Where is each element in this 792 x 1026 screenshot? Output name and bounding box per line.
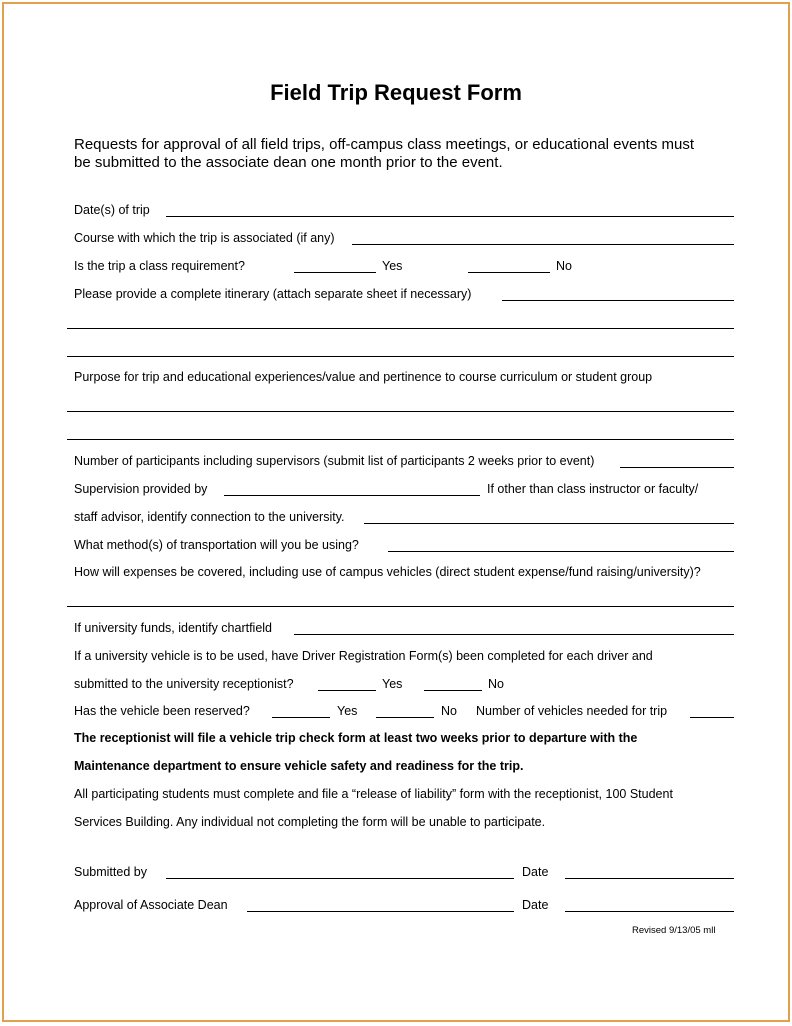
dates-label: Date(s) of trip	[74, 203, 150, 217]
class-req-yes-field[interactable]	[294, 272, 376, 273]
expenses-label: How will expenses be covered, including use of campus vehicles (direct student expense/fund raising/university)?	[74, 565, 701, 579]
purpose-line-1[interactable]	[67, 411, 734, 412]
vehicle-no-label: No	[488, 677, 504, 691]
chartfield-label: If university funds, identify chartfield	[74, 621, 273, 635]
participants-label: Number of participants including supervisors (submit list of participants 2 weeks prior to event)	[74, 454, 595, 468]
vehicle-no-field[interactable]	[424, 690, 482, 691]
chartfield-field[interactable]	[294, 634, 734, 635]
expenses-field[interactable]	[67, 606, 734, 607]
submitted-date-field[interactable]	[565, 878, 734, 879]
approval-field[interactable]	[247, 911, 514, 912]
approval-label: Approval of Associate Dean	[74, 898, 228, 912]
course-field[interactable]	[352, 244, 734, 245]
approval-date-field[interactable]	[565, 911, 734, 912]
reserved-no-label: No	[441, 704, 457, 718]
reserved-label: Has the vehicle been reserved?	[74, 704, 250, 718]
purpose-line-2[interactable]	[67, 439, 734, 440]
course-label: Course with which the trip is associated (if any)	[74, 231, 335, 245]
release-line-2: Services Building. Any individual not completing the form will be unable to participate.	[74, 815, 546, 829]
class-req-no-label: No	[556, 259, 572, 273]
participants-field[interactable]	[620, 467, 734, 468]
supervision-field[interactable]	[224, 495, 480, 496]
class-req-no-field[interactable]	[468, 272, 550, 273]
reserved-yes-field[interactable]	[272, 717, 330, 718]
num-vehicles-field[interactable]	[690, 717, 734, 718]
supervision-label: Supervision provided by	[74, 482, 208, 496]
revised-note: Revised 9/13/05 mll	[632, 925, 716, 936]
intro-line-2: be submitted to the associate dean one month prior to the event.	[74, 154, 503, 171]
vehicle-label-1: If a university vehicle is to be used, have Driver Registration Form(s) been completed for each driver and	[74, 649, 653, 663]
itinerary-field[interactable]	[502, 300, 734, 301]
submitted-by-label: Submitted by	[74, 865, 147, 879]
itinerary-line-2[interactable]	[67, 328, 734, 329]
transport-label: What method(s) of transportation will you be using?	[74, 538, 359, 552]
notice-line-2: Maintenance department to ensure vehicle safety and readiness for the trip.	[74, 759, 524, 773]
num-vehicles-label: Number of vehicles needed for trip	[476, 704, 668, 718]
vehicle-yes-label: Yes	[382, 677, 403, 691]
approval-date-label: Date	[522, 898, 549, 912]
class-req-yes-label: Yes	[382, 259, 403, 273]
vehicle-yes-field[interactable]	[318, 690, 376, 691]
notice-line-1: The receptionist will file a vehicle trip check form at least two weeks prior to departure with the	[74, 731, 638, 745]
staff-advisor-label: staff advisor, identify connection to the university.	[74, 510, 345, 524]
intro-text	[74, 136, 694, 172]
purpose-label: Purpose for trip and educational experiences/value and pertinence to course curriculum or student group	[74, 370, 653, 384]
release-line-1: All participating students must complete and file a “release of liability” form with the receptionist, 100 Student	[74, 787, 673, 801]
form-page	[2, 2, 790, 1022]
submitted-date-label: Date	[522, 865, 549, 879]
form-title: Field Trip Request Form	[270, 80, 522, 105]
transport-field[interactable]	[388, 551, 734, 552]
submitted-by-field[interactable]	[166, 878, 514, 879]
reserved-yes-label: Yes	[337, 704, 358, 718]
vehicle-label-2: submitted to the university receptionist?	[74, 677, 294, 691]
itinerary-label: Please provide a complete itinerary (attach separate sheet if necessary)	[74, 287, 472, 301]
if-other-label: If other than class instructor or faculty/	[487, 482, 699, 496]
dates-field[interactable]	[166, 216, 734, 217]
class-req-label: Is the trip a class requirement?	[74, 259, 245, 273]
reserved-no-field[interactable]	[376, 717, 434, 718]
itinerary-line-3[interactable]	[67, 356, 734, 357]
intro-line-1: Requests for approval of all field trips, off-campus class meetings, or educational events must	[74, 136, 695, 153]
staff-advisor-field[interactable]	[364, 523, 734, 524]
